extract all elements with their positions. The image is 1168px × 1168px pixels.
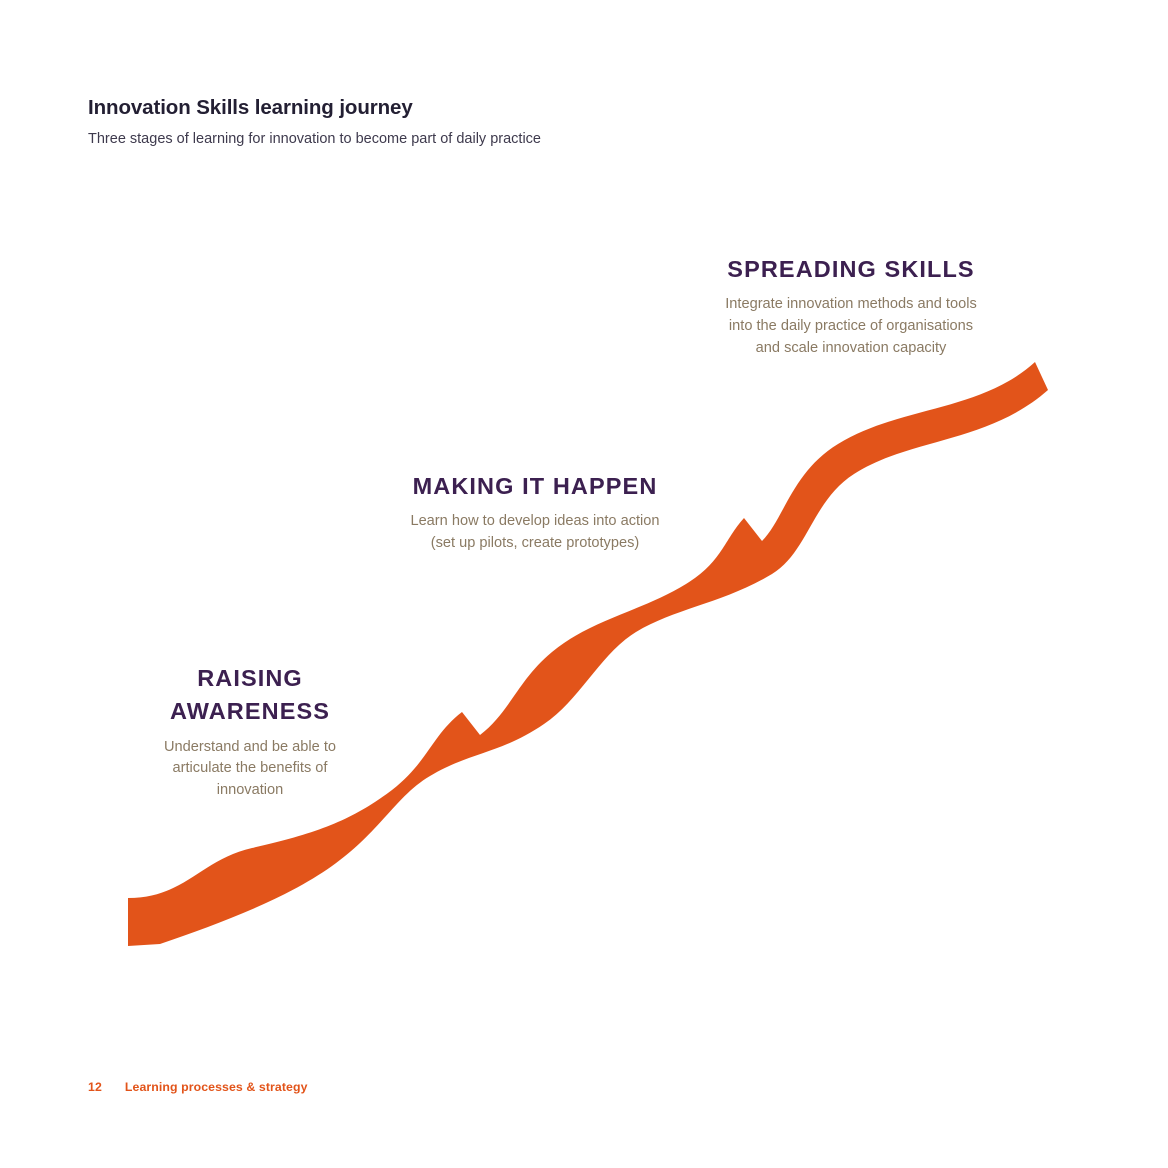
stage-raising-awareness bbox=[138, 662, 362, 802]
stage-making-it-happen bbox=[408, 470, 662, 555]
stage-description: Understand and be able to articulate the benefits of innovation bbox=[163, 738, 336, 799]
stage-description: Learn how to develop ideas into action (set up pilots, create prototypes) bbox=[410, 513, 660, 552]
stage-title: SPREADING SKILLS bbox=[727, 256, 975, 282]
page-title: Innovation Skills learning journey bbox=[88, 96, 413, 119]
stage-title: RAISING AWARENESS bbox=[169, 665, 331, 725]
footer-page-number: 12 bbox=[88, 1080, 102, 1094]
footer-section-label: Learning processes & strategy bbox=[124, 1080, 308, 1094]
stage-spreading-skills bbox=[722, 253, 980, 360]
page-footer bbox=[88, 1080, 308, 1094]
page-subtitle: Three stages of learning for innovation to become part of daily practice bbox=[88, 130, 541, 147]
stage-description: Integrate innovation methods and tools into the daily practice of organisations and scale innovation capacity bbox=[725, 296, 977, 356]
stage-title: MAKING IT HAPPEN bbox=[412, 473, 658, 499]
